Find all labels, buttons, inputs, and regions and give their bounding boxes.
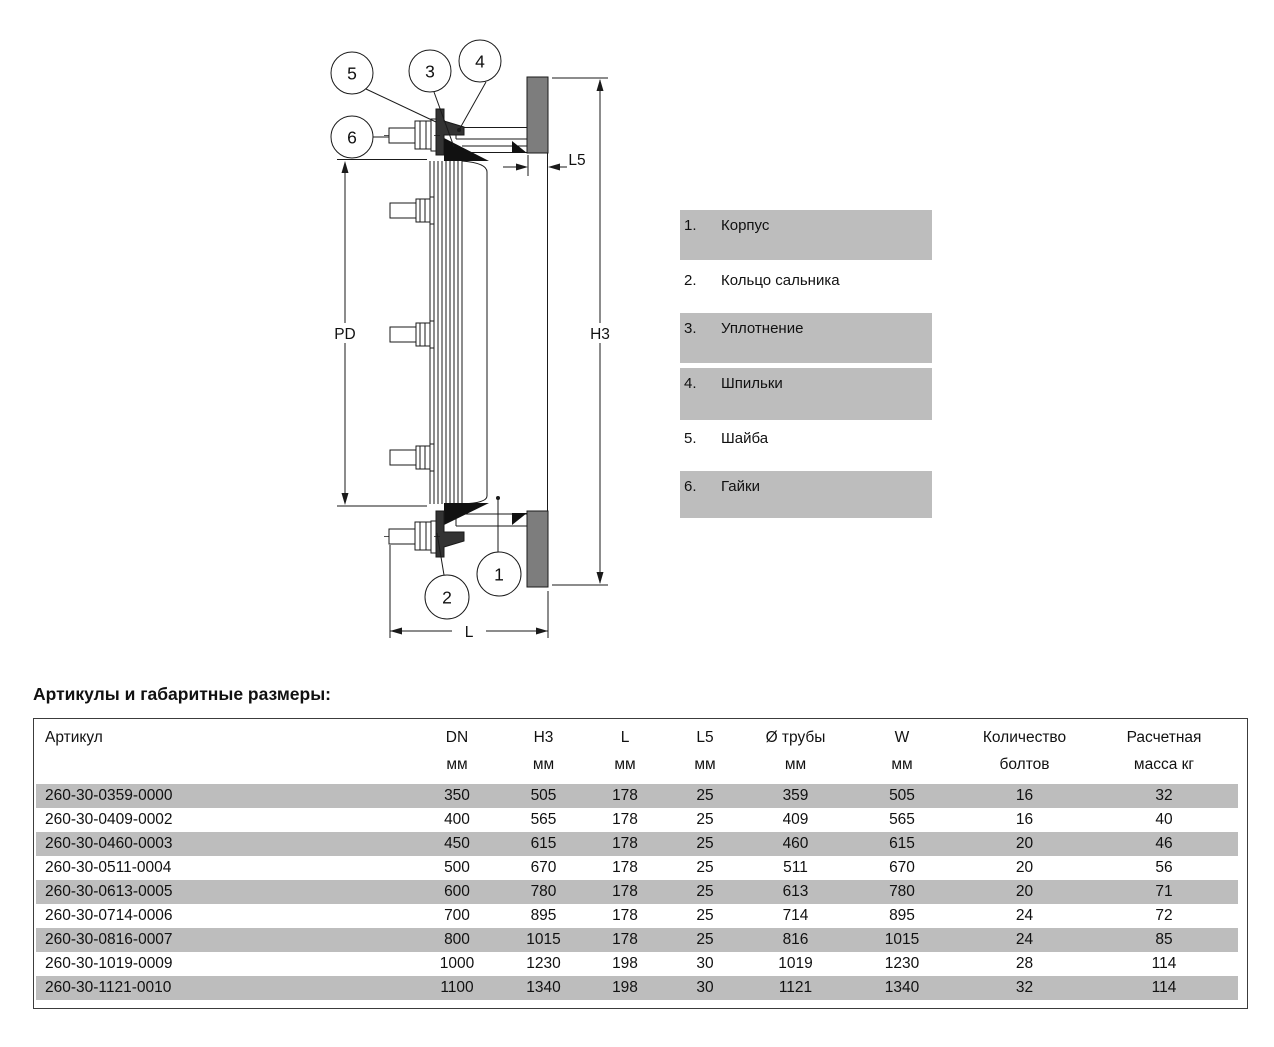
cell-l: 178 — [586, 832, 664, 856]
cell-dn: 400 — [444, 811, 470, 828]
cell-h3: 670 — [530, 859, 557, 876]
cell-bolt-count: 16 — [1015, 811, 1034, 828]
seal-wedge-top — [444, 138, 489, 161]
pipe-flange-top — [527, 77, 548, 153]
cell-pipe-diameter: 1019 — [778, 955, 813, 972]
legend-label: Шпильки — [721, 375, 783, 392]
legend-item-body — [680, 210, 932, 260]
cell-w: 615 — [845, 832, 959, 856]
legend-number: 6. — [684, 478, 697, 495]
legend-item-seal — [680, 313, 932, 363]
cell-bolt-count: 24 — [959, 928, 1090, 952]
cell-pipe-diameter: 1121 — [746, 976, 845, 1000]
cell-l: 198 — [586, 976, 664, 1000]
bolt-shaft-top — [389, 128, 415, 143]
cell-mass: 71 — [1090, 880, 1238, 904]
legend-number: 3. — [684, 320, 697, 337]
cell-l5: 30 — [696, 955, 714, 972]
legend-number: 4. — [684, 375, 697, 392]
cell-l5: 25 — [696, 811, 714, 828]
cell-l5: 30 — [664, 976, 746, 1000]
cell-article: 260-30-0460-0003 — [36, 832, 413, 856]
cell-h3: 505 — [501, 784, 586, 808]
cell-dn: 1000 — [439, 955, 475, 972]
pd-label: PD — [334, 326, 356, 343]
cell-article: 260-30-1019-0009 — [45, 955, 173, 972]
seal-tip-top — [512, 141, 527, 153]
cell-mass: 114 — [1151, 955, 1177, 972]
cell-bolt-count: 16 — [959, 784, 1090, 808]
cell-dn: 1100 — [413, 976, 501, 1000]
table-row — [36, 904, 1238, 928]
legend-label: Кольцо сальника — [721, 272, 840, 289]
legend-item-gland-ring — [680, 265, 932, 305]
cell-dn: 350 — [413, 784, 501, 808]
body-outline — [462, 161, 487, 504]
callout-2 — [425, 575, 469, 619]
callout-1 — [477, 552, 521, 596]
cell-h3: 1015 — [501, 928, 586, 952]
cell-l5: 25 — [696, 907, 714, 924]
leader-1-dot — [496, 496, 500, 500]
cell-w: 1015 — [845, 928, 959, 952]
cell-l: 178 — [612, 859, 638, 876]
cell-w: 1230 — [884, 955, 920, 972]
stud-top — [456, 128, 527, 140]
cell-dn: 500 — [444, 859, 470, 876]
cell-h3: 1340 — [501, 976, 586, 1000]
gasket-stack — [430, 161, 462, 504]
svg-text:2: 2 — [442, 587, 452, 608]
cell-l: 178 — [612, 907, 638, 924]
column-header: Артикул — [45, 729, 103, 746]
dimension-l5 — [503, 152, 586, 176]
dimensions-table — [36, 719, 1238, 1000]
cell-h3: 615 — [501, 832, 586, 856]
coupling-cross-section-drawing — [0, 0, 660, 660]
l5-label: L5 — [568, 152, 586, 169]
column-header: Ø трубы мм — [765, 729, 826, 773]
cell-mass: 85 — [1090, 928, 1238, 952]
cell-pipe-diameter: 613 — [746, 880, 845, 904]
cell-article: 260-30-0409-0002 — [45, 811, 173, 828]
cell-l5: 25 — [664, 784, 746, 808]
table-title: Артикулы и габаритные размеры: — [33, 684, 331, 704]
washer-top — [431, 119, 436, 151]
column-header: L5 мм — [694, 729, 716, 773]
cell-l: 198 — [612, 955, 638, 972]
side-bolt-2 — [390, 321, 434, 348]
cell-bolt-count: 20 — [959, 832, 1090, 856]
cell-mass: 56 — [1155, 859, 1173, 876]
table-body — [36, 784, 1238, 1000]
cell-l: 178 — [586, 928, 664, 952]
cell-l5: 25 — [664, 928, 746, 952]
svg-text:1: 1 — [494, 564, 504, 585]
cell-w: 1340 — [845, 976, 959, 1000]
leader-4 — [459, 82, 486, 130]
cell-pipe-diameter: 511 — [783, 859, 808, 876]
cell-l5: 25 — [664, 880, 746, 904]
legend-label: Уплотнение — [721, 320, 804, 337]
table-row — [36, 952, 1238, 976]
table-header — [36, 719, 1238, 784]
side-bolt-1 — [390, 197, 434, 224]
legend-label: Гайки — [721, 478, 760, 495]
cell-article: 260-30-0714-0006 — [45, 907, 173, 924]
column-header: Расчетная масса кг — [1126, 729, 1202, 773]
legend-item-washer — [680, 423, 932, 463]
table-frame — [33, 718, 1248, 1009]
legend-label: Шайба — [721, 430, 769, 447]
column-header: Количество болтов — [982, 729, 1067, 773]
cell-l: 178 — [586, 784, 664, 808]
cell-h3: 895 — [530, 907, 557, 924]
side-bolt-3 — [390, 444, 434, 471]
table-row — [36, 784, 1238, 808]
cell-article: 260-30-0613-0005 — [36, 880, 413, 904]
cell-l5: 25 — [664, 832, 746, 856]
cell-w: 780 — [845, 880, 959, 904]
cell-w: 565 — [889, 811, 915, 828]
table-row — [36, 832, 1238, 856]
cell-w: 670 — [889, 859, 915, 876]
dimensions-section — [33, 684, 1248, 1009]
leader-4-dot — [457, 128, 461, 132]
svg-text:6: 6 — [347, 127, 357, 148]
legend-item-studs — [680, 368, 932, 420]
cell-dn: 700 — [444, 907, 470, 924]
cell-l5: 25 — [696, 859, 714, 876]
column-header: DN мм — [445, 729, 469, 773]
cell-pipe-diameter: 359 — [746, 784, 845, 808]
cell-dn: 600 — [413, 880, 501, 904]
callout-3 — [409, 50, 451, 92]
cell-mass: 46 — [1090, 832, 1238, 856]
cell-article: 260-30-0816-0007 — [36, 928, 413, 952]
cell-w: 505 — [845, 784, 959, 808]
pipe-flange-bottom — [527, 511, 548, 587]
callout-5 — [331, 52, 373, 94]
legend-item-nuts — [680, 471, 932, 518]
cell-article: 260-30-0511-0004 — [45, 859, 172, 876]
column-header: W мм — [891, 729, 913, 773]
column-header: L мм — [614, 729, 636, 773]
cell-mass: 40 — [1155, 811, 1173, 828]
callout-4 — [459, 40, 501, 82]
svg-text:4: 4 — [475, 51, 485, 72]
legend-label: Корпус — [721, 217, 770, 234]
legend-number: 1. — [684, 217, 697, 234]
cell-bolt-count: 20 — [959, 880, 1090, 904]
cell-h3: 565 — [530, 811, 557, 828]
nut-top — [415, 121, 431, 149]
l-label: L — [464, 624, 474, 641]
legend-number: 5. — [684, 430, 697, 447]
cell-mass: 114 — [1090, 976, 1238, 1000]
cell-pipe-diameter: 460 — [746, 832, 845, 856]
table-row — [36, 880, 1238, 904]
svg-text:3: 3 — [425, 61, 435, 82]
svg-text:5: 5 — [347, 63, 357, 84]
cell-mass: 32 — [1090, 784, 1238, 808]
cell-l: 178 — [612, 811, 638, 828]
callout-6 — [331, 116, 373, 158]
cell-mass: 72 — [1155, 907, 1173, 924]
cell-w: 895 — [889, 907, 915, 924]
cell-bolt-count: 24 — [1015, 907, 1034, 924]
table-row — [36, 808, 1238, 832]
cell-pipe-diameter: 816 — [746, 928, 845, 952]
legend-number: 2. — [684, 272, 697, 289]
column-header: H3 мм — [532, 729, 555, 773]
cell-bolt-count: 32 — [959, 976, 1090, 1000]
table-row — [36, 976, 1238, 1000]
cell-bolt-count: 20 — [1015, 859, 1034, 876]
cell-h3: 1230 — [526, 955, 561, 972]
table-row — [36, 856, 1238, 880]
cell-article: 260-30-0359-0000 — [36, 784, 413, 808]
table-row — [36, 928, 1238, 952]
cell-pipe-diameter: 409 — [782, 811, 809, 828]
cell-l: 178 — [586, 880, 664, 904]
cell-bolt-count: 28 — [1015, 955, 1034, 972]
bolt-shaft-bottom — [389, 529, 415, 544]
h3-label: H3 — [590, 326, 610, 343]
cell-article: 260-30-1121-0010 — [36, 976, 413, 1000]
cell-dn: 800 — [413, 928, 501, 952]
washer-bottom — [431, 521, 436, 553]
cell-h3: 780 — [501, 880, 586, 904]
nut-bottom — [415, 522, 431, 550]
cell-pipe-diameter: 714 — [782, 907, 809, 924]
seal-tip-bottom — [512, 513, 527, 525]
cell-dn: 450 — [413, 832, 501, 856]
leader-5 — [366, 89, 436, 122]
